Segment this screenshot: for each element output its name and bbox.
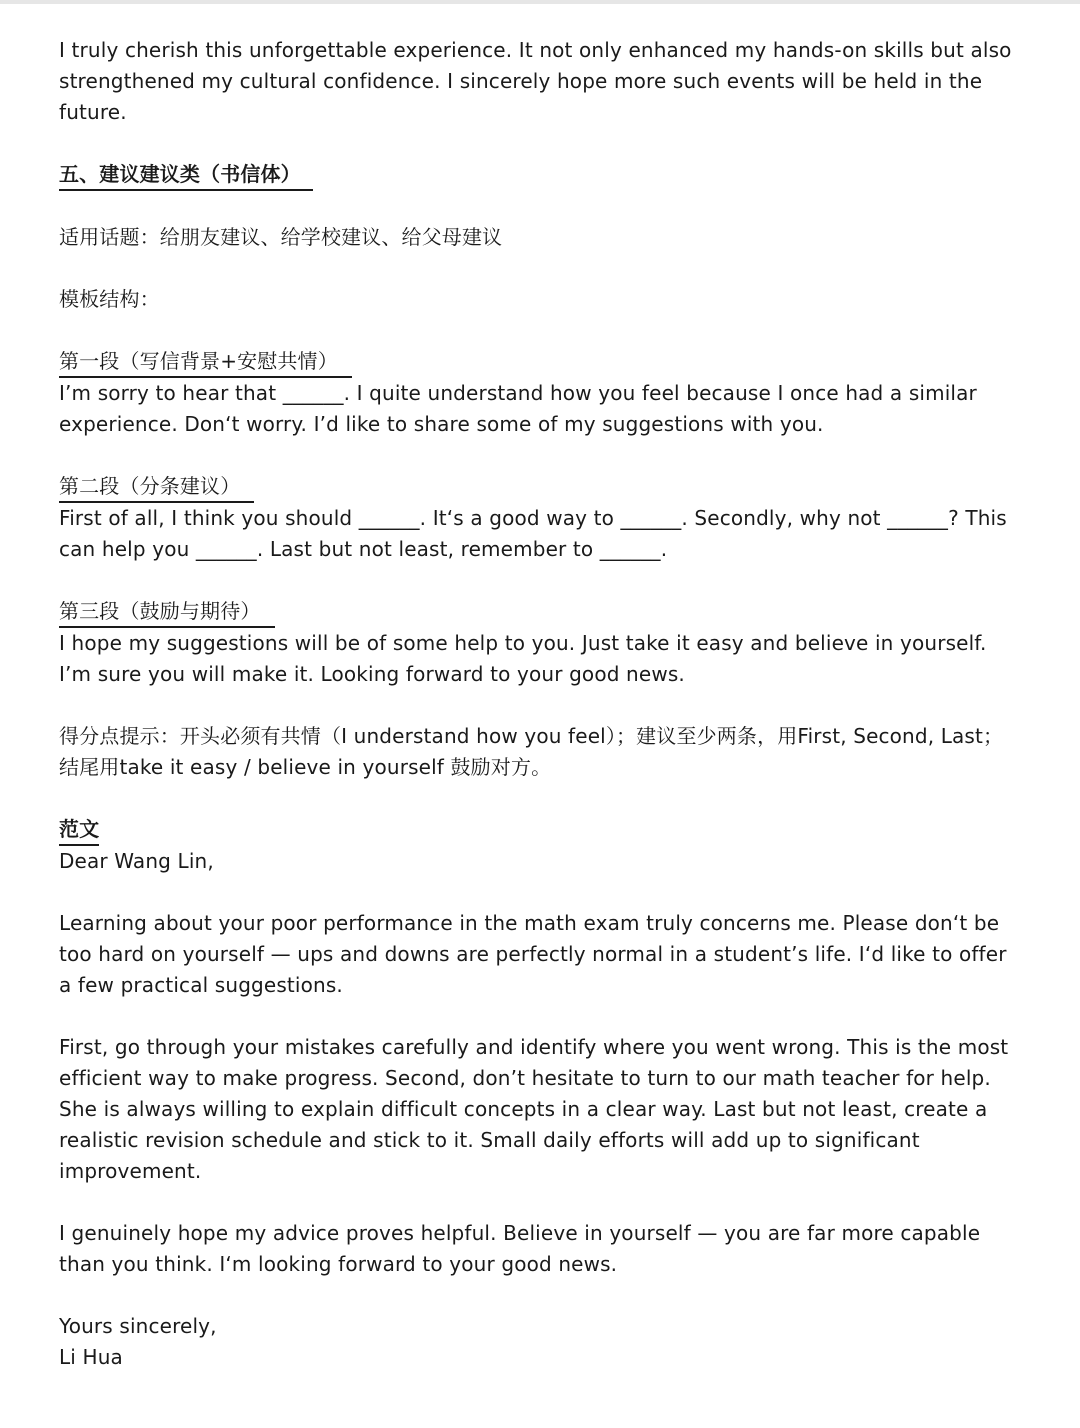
template-paragraph-1 <box>59 346 1019 440</box>
sample-paragraph-1: Learning about your poor performance in the math exam truly concerns me. Please don‘t be too hard on yourself — ups and downs are perfectly normal in a student’s life. I‘d like to offer a few practical suggestions. <box>59 911 1007 997</box>
sample-essay <box>59 814 1019 1373</box>
scoring-tip: 得分点提示：开头必须有共情（I understand how you feel）；建议至少两条，用First, Second, Last；结尾用take it easy / believe in yourself 鼓励对方。 <box>59 724 1004 779</box>
template-heading-3: 第三段（鼓励与期待） <box>59 597 275 628</box>
template-heading-1: 第一段（写信背景+安慰共情） <box>59 347 352 378</box>
sample-greeting: Dear Wang Lin, <box>59 849 214 873</box>
template-paragraph-3 <box>59 596 1019 690</box>
intro-paragraph: I truly cherish this unforgettable experience. It not only enhanced my hands-on skills but also strengthened my cultural confidence. I sincerely hope more such events will be held in the future. <box>59 38 1012 124</box>
template-text-2: First of all, I think you should ______. It‘s a good way to ______. Secondly, why not ______? This can help you ______. Last but not least, remember to ______. <box>59 506 1007 561</box>
template-paragraph-2 <box>59 471 1019 565</box>
template-text-1: I’m sorry to hear that ______. I quite understand how you feel because I once had a similar experience. Don‘t worry. I’d like to share some of my suggestions with you. <box>59 381 977 436</box>
sample-paragraph-3: I genuinely hope my advice proves helpful. Believe in yourself — you are far more capable than you think. I‘m looking forward to your good news. <box>59 1221 981 1276</box>
sample-label: 范文 <box>59 815 99 846</box>
sample-paragraph-2: First, go through your mistakes carefully and identify where you went wrong. This is the most efficient way to make progress. Second, don’t hesitate to turn to our math teacher for help. She is always willing to explain difficult concepts in a clear way. Last but not least, create a realistic revision schedule and stick to it. Small daily efforts will add up to significant improvement. <box>59 1035 1009 1183</box>
top-edge-bar <box>0 0 1080 4</box>
template-structure-label: 模板结构： <box>59 287 160 311</box>
sample-signature: Li Hua <box>59 1345 123 1369</box>
applicable-topics: 适用话题：给朋友建议、给学校建议、给父母建议 <box>59 225 503 249</box>
sample-closing: Yours sincerely, <box>59 1314 217 1338</box>
template-text-3: I hope my suggestions will be of some help to you. Just take it easy and believe in yourself. I’m sure you will make it. Looking forward to your good news. <box>59 631 987 686</box>
template-heading-2: 第二段（分条建议） <box>59 472 254 503</box>
section-title-line <box>59 159 1019 191</box>
section-title: 五、建议建议类（书信体） <box>59 160 313 191</box>
document-page <box>59 35 1019 1373</box>
